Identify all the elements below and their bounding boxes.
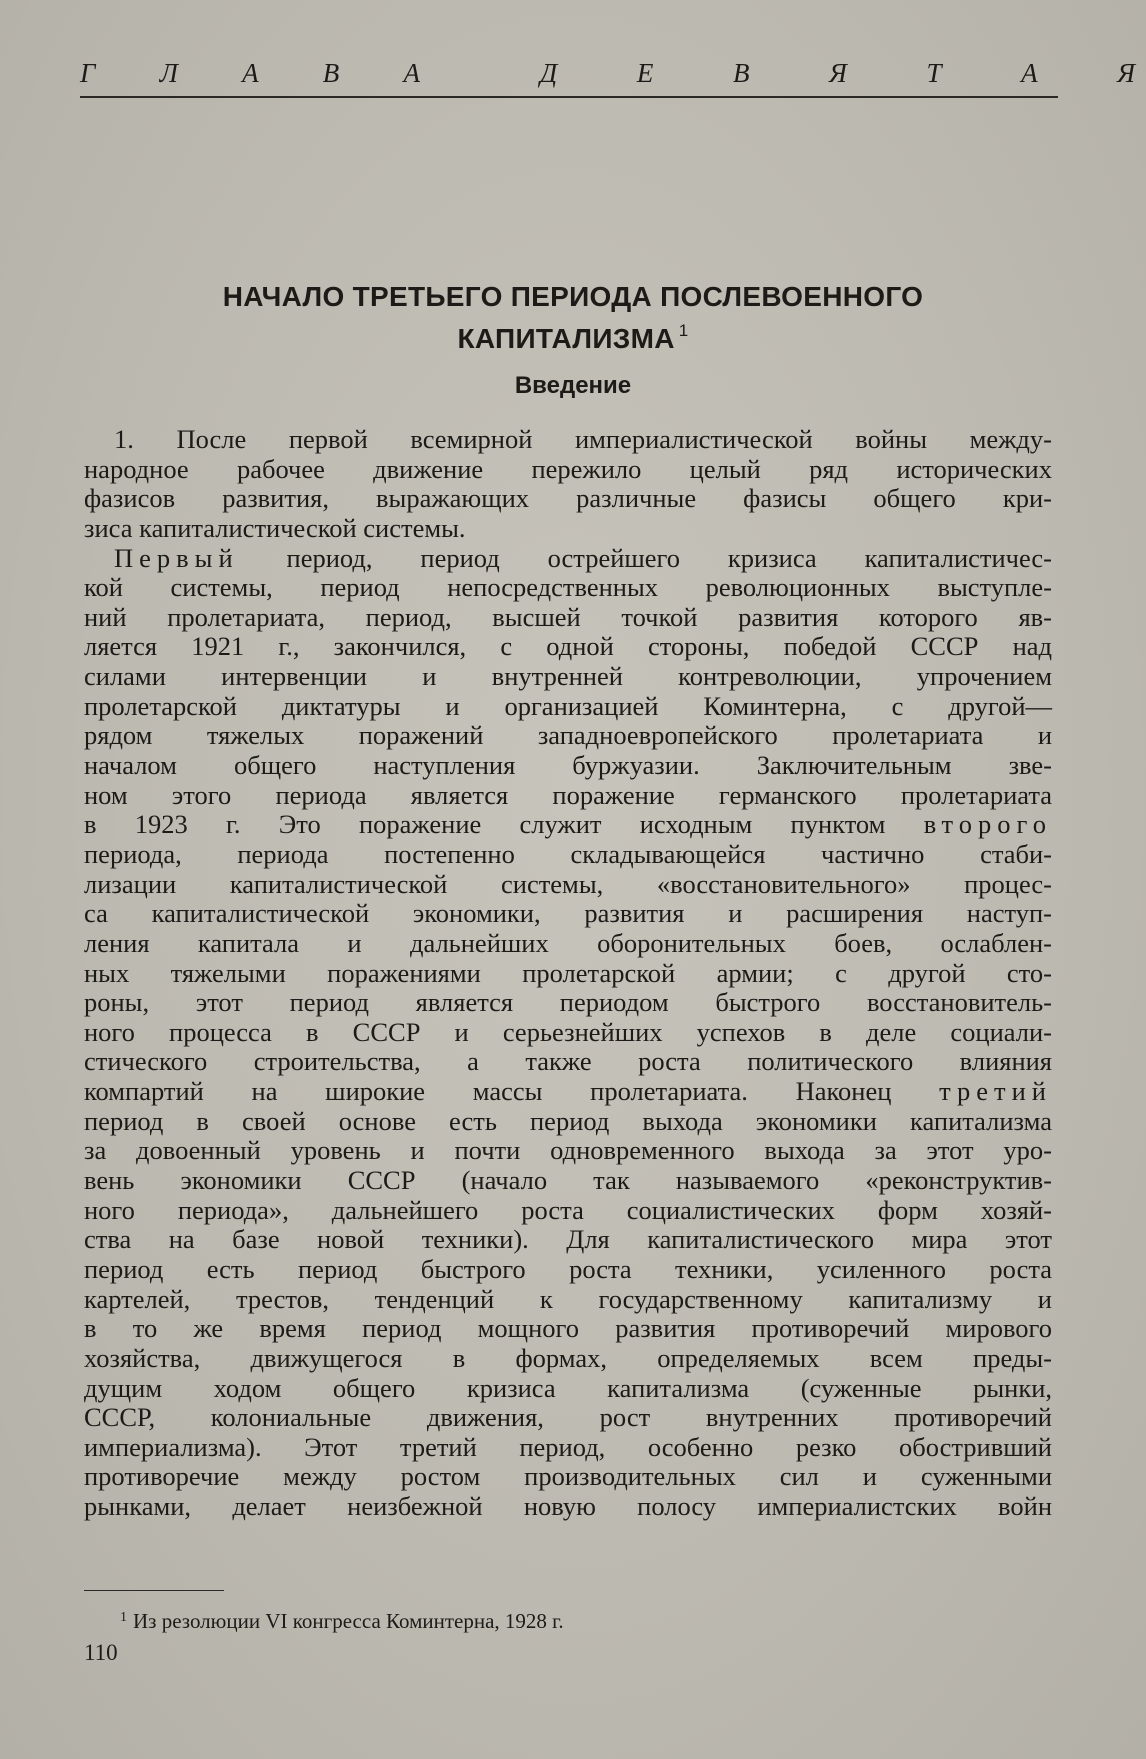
header-letter: Я bbox=[1117, 58, 1135, 88]
text-line: периода, периода постепенно складывающейся частично стаби- bbox=[84, 838, 1052, 869]
title-line-2 bbox=[100, 314, 1046, 356]
text-line: ного процесса в СССР и серьезнейших успехов в деле социали- bbox=[84, 1016, 1052, 1047]
footnote-text: Из резолюции VI конгресса Коминтерна, 1928 г. bbox=[133, 1609, 564, 1633]
text-line: ления капитала и дальнейших оборонительных боев, ослаблен- bbox=[84, 927, 1052, 958]
header-letter: Г bbox=[80, 58, 96, 88]
text-line: роны, этот период является периодом быстрого восстановитель- bbox=[84, 987, 1052, 1018]
text-line: рядом тяжелых поражений западноевропейского пролетариата и bbox=[84, 720, 1052, 751]
text-line: началом общего наступления буржуазии. Заключительным зве- bbox=[84, 750, 1052, 781]
text-segment: в 1923 г. Это поражение служит исходным пунктом bbox=[84, 809, 924, 840]
title-footnote-mark: 1 bbox=[678, 321, 689, 340]
text-line: ний пролетариата, период, высшей точкой развития которого яв- bbox=[84, 601, 1052, 632]
chapter-header bbox=[80, 52, 1135, 98]
text-line bbox=[84, 544, 1052, 574]
text-line: картелей, трестов, тенденций к государственному капитализму и bbox=[84, 1283, 1052, 1314]
text-line: 1. После первой всемирной империалистической войны между- bbox=[114, 424, 1052, 454]
title-line-2-text: КАПИТАЛИЗМА bbox=[457, 323, 675, 354]
text-line: ства на базе новой техники). Для капиталистического мира этот bbox=[84, 1224, 1052, 1255]
text-line: силами интервенции и внутренней контреволюции, упрочением bbox=[84, 661, 1052, 692]
text-line: стического строительства, а также роста политического влияния bbox=[84, 1046, 1052, 1077]
text-line: рынками, делает неизбежной новую полосу империалистских войн bbox=[84, 1491, 1052, 1522]
emphasized-word-third: третий bbox=[939, 1076, 1052, 1107]
text-line: вень экономики СССР (начало так называемого «реконструктив- bbox=[84, 1165, 1052, 1196]
page-number: 110 bbox=[84, 1640, 118, 1665]
chapter-number-word bbox=[540, 58, 1135, 89]
text-line: ного периода», дальнейшего роста социалистических форм хозяй- bbox=[84, 1194, 1052, 1225]
text-line: противоречие между ростом производительных сил и суженными bbox=[84, 1461, 1052, 1492]
text-line: фазисов развития, выражающих различные фазисы общего кри- bbox=[84, 483, 1052, 514]
text-line: пролетарской диктатуры и организацией Коминтерна, с другой— bbox=[84, 690, 1052, 721]
text-line: ном этого периода является поражение германского пролетариата bbox=[84, 779, 1052, 810]
text-line: империализма). Этот третий период, особенно резко обостривший bbox=[84, 1431, 1052, 1462]
header-letter: А bbox=[242, 58, 259, 88]
text-line: период есть период быстрого роста техники, усиленного роста bbox=[84, 1253, 1052, 1284]
footnote-mark: 1 bbox=[120, 1610, 127, 1625]
body-text bbox=[84, 425, 1052, 1522]
text-segment: компартий на широкие массы пролетариата. Наконец bbox=[84, 1076, 940, 1107]
text-line: период в своей основе есть период выхода экономики капитализма bbox=[84, 1105, 1052, 1136]
text-line: ных тяжелыми поражениями пролетарской армии; с другой сто- bbox=[84, 957, 1052, 988]
text-line: зиса капиталистической системы. bbox=[84, 512, 466, 543]
header-letter: Е bbox=[636, 58, 654, 88]
header-letter: А bbox=[1021, 58, 1038, 88]
header-letter: В bbox=[322, 58, 340, 88]
header-letter: Д bbox=[540, 58, 558, 88]
header-letter: Т bbox=[926, 58, 942, 88]
chapter-word bbox=[80, 58, 420, 89]
header-letter: В bbox=[732, 58, 750, 88]
text-line: хозяйства, движущегося в формах, определяемых всем преды- bbox=[84, 1342, 1052, 1373]
section-subtitle: Введение bbox=[514, 372, 632, 399]
chapter-title bbox=[100, 280, 1046, 356]
text-segment: период, период острейшего кризиса капиталистичес- bbox=[238, 542, 1052, 573]
text-line: ляется 1921 г., закончился, с одной стороны, победой СССР над bbox=[84, 631, 1052, 662]
header-letter: Л bbox=[159, 58, 178, 88]
text-line: за довоенный уровень и почти одновременного выхода за этот уро- bbox=[84, 1135, 1052, 1166]
text-line: дущим ходом общего кризиса капитализма (суженные рынки, bbox=[84, 1372, 1052, 1403]
text-line: СССР, колониальные движения, рост внутренних противоречий bbox=[84, 1402, 1052, 1433]
emphasized-word-second: второго bbox=[923, 809, 1052, 840]
title-line-1: НАЧАЛО ТРЕТЬЕГО ПЕРИОДА ПОСЛЕВОЕННОГО bbox=[222, 281, 924, 312]
text-line bbox=[84, 810, 1052, 840]
text-line: лизации капиталистической системы, «восстановительного» процес- bbox=[84, 868, 1052, 899]
header-letter: А bbox=[403, 58, 420, 88]
text-line: народное рабочее движение пережило целый ряд исторических bbox=[84, 453, 1052, 484]
footnote-divider bbox=[84, 1590, 224, 1591]
text-line: са капиталистической экономики, развития и расширения наступ- bbox=[84, 898, 1052, 929]
header-letter: Я bbox=[829, 58, 847, 88]
text-line: кой системы, период непосредственных революционных выступле- bbox=[84, 572, 1052, 603]
footnote bbox=[120, 1605, 564, 1634]
text-line bbox=[84, 1077, 1052, 1107]
text-line: в то же время период мощного развития противоречий мирового bbox=[84, 1313, 1052, 1344]
emphasized-word-first: Первый bbox=[114, 542, 239, 573]
